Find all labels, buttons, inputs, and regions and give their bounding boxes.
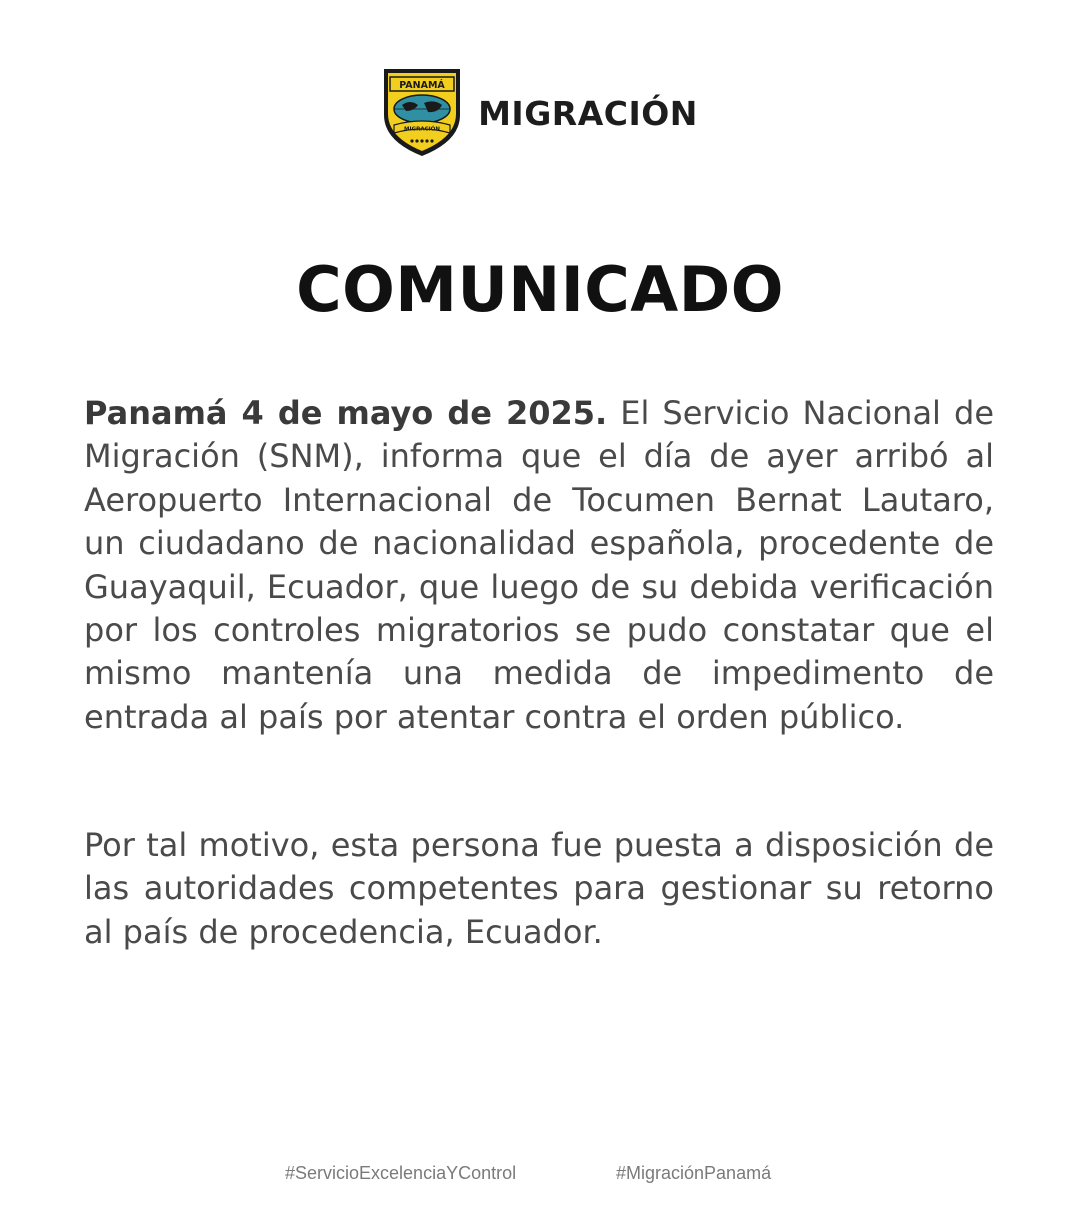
date-lead: Panamá 4 de mayo de 2025. (84, 394, 608, 432)
footer (0, 1160, 1080, 1188)
paragraph-2: Por tal motivo, esta persona fue puesta a disposición de las autoridades competentes para gestionar su retorno al país de procedencia, Ecuador. (84, 826, 994, 951)
svg-text:MIGRACIÓN: MIGRACIÓN (404, 126, 441, 133)
header (0, 64, 1080, 160)
org-name: MIGRACIÓN (478, 93, 698, 133)
svg-text:PANAMÁ: PANAMÁ (399, 80, 445, 91)
paragraph-1-text: El Servicio Nacional de Migración (SNM), informa que el día de ayer arribó al Aeropuerto Internacional de Tocumen Bernat Lautaro, un ciudadano de nacionalidad española, procedente de Guayaquil, Ecuador, que luego de su debida verificación por los controles migratorios se pudo constatar que el mismo mantenía una medida de impedimento de entrada al país por atentar contra el orden público. (84, 394, 995, 736)
hashtag-servicio: #ServicioExcelenciaYControl (285, 1163, 517, 1183)
paragraph-1 (84, 392, 994, 739)
migracion-shield-logo (380, 65, 464, 159)
hashtag-migracion: #MigraciónPanamá (616, 1163, 772, 1183)
page-title: COMUNICADO (296, 253, 784, 326)
